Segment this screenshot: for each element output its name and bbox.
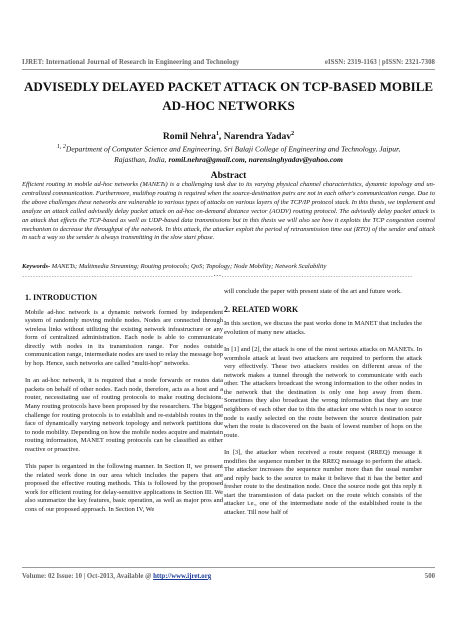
journal-issn: eISSN: 2319-1163 | pISSN: 2321-7308 [324, 59, 435, 66]
intro-paragraph-2: In an ad-hoc network, it is required that a node forwards or routes data packets on behalf of other nodes. Each node, therefore, acts as a host and a router, necessitating use of routing protocols to make routing decisions. Many routing protocols have been proposed by the researchers. The biggest challenge for routing protocols is to establish and re-establish routes in the face of dynamically varying network topology and network partitions due to node mobility. Depending on how the mobile nodes acquire and maintain routing information, MANET routing protocols can be classified as either reactive or proactive. [25, 377, 223, 453]
conclusion-sentence: will conclude the paper with present state of the art and future work. [224, 288, 402, 295]
author-2-affil-mark: 2 [291, 131, 295, 137]
left-column [25, 294, 223, 524]
title-line-2: AD-HOC NETWORKS [162, 98, 295, 113]
author-list [22, 131, 435, 142]
author-separator: , [218, 131, 224, 143]
author-2: Narendra Yadav [223, 131, 292, 143]
author-emails: romil.nehra@gmail.com, narensinghyadav@yahoo.com [168, 155, 343, 165]
intro-paragraph-1: Mobile ad-hoc network is a dynamic network formed by independent system of randomly moving mobile nodes. Nodes are connected through wireless links without utilizing the existing network infrastructure or any form of centralized administration. Each node is able to communicate directly with nodes in its transmission range. For nodes outside communication range, intermediate nodes are used to relay the message hop by hop. Hence, such networks are called "multi-hop" networks. [25, 308, 223, 367]
journal-url-link[interactable]: http://www.ijret.org [153, 573, 212, 580]
page-number: 500 [424, 573, 435, 580]
footer-volume-text: Volume: 02 Issue: 10 | Oct-2013, Available @ [22, 573, 154, 580]
keywords-text: MANETs; Multimedia Streaming; Routing protocols; QoS; Topology; Node Mobility; Network Scalability [50, 263, 327, 270]
journal-name: IJRET: International Journal of Research in Engineering and Technology [22, 59, 240, 66]
affiliation-line-1: Department of Computer Science and Engineering, Sri Balaji College of Engineering and Technology, Jaipur, [65, 144, 401, 154]
abstract-text: Efficient routing in mobile ad-hoc networks (MANETs) is a challenging task due to its varying physical channel characteristics, dynamic topology and un-centralized communication. Furthermore, multihop routing is required when the source-destination pairs are not in each other's communication range. Due to the above challenges these networks are vulnerable to various types of attacks on various layers of the TCP/IP protocol stack. In this thesis, we implement and analyze an attack called advisedly delay packet attack on ad-hoc on-demand distance vector (AODV) routing protocol. The advisedly delay packet attack is an attack that effects the TCP-based as well as UDP-based data transmissions but in this thesis we will also see how it exploits the TCP congestion control mechanism to decrease the throughput of the network. In this attack, the attacker exploit the period of retransmission time out (RTO) of the sender and attack in such a way so the sender is always transmitting in the slow start phase. [22, 181, 435, 242]
journal-header [22, 59, 435, 66]
related-work-heading: 2. RELATED WORK [224, 304, 299, 314]
related-paragraph-2: In [1] and [2], the attack is one of the most serious attacks on MANETs. In wormhole attack at least two attackers are required to perform the attack very effectively. These two attackers resides on different areas of the network makes a tunnel through the network to communicate with each other. The attackers broadcast the wrong information to the other nodes in the network that the destination is only one hop away from them. Sometimes they also broadcast the wrong information that they are true neighbors of each other due to this the attacker one which is near to source node is easily selected on the route between the source destination pair when the route is discovered on the basis of lowest number of hops on the route. [224, 346, 422, 439]
header-rule [22, 69, 435, 70]
author-1-affil-mark: 1 [215, 131, 219, 137]
author-1: Romil Nehra [162, 131, 216, 143]
keywords-label: Keywords- [22, 263, 51, 270]
right-column [224, 288, 422, 527]
intro-paragraph-3: This paper is organized in the following manner. In Section II, we present the related work done in our area which includes the papers that are proposed the effective routing methods. This is followed by the proposed work for efficient routing for delay-sensitive applications in Section III. We also summarize the key features, basic operation, as well as major pros and cons of our proposed approach. In Section IV, We [25, 463, 223, 514]
page-footer [22, 573, 435, 580]
introduction-heading: 1. INTRODUCTION [25, 293, 98, 302]
footer-rule [22, 567, 435, 568]
abstract-heading: Abstract [210, 170, 247, 181]
footer-volume [22, 573, 211, 580]
keywords [22, 263, 435, 270]
title-line-1: ADVISEDLY DELAYED PACKET ATTACK ON TCP-BASED MOBILE [23, 79, 434, 94]
affiliation-mark: 1, 2 [56, 144, 66, 150]
section-divider: ------------------------------------------------------------------------***------------------------------------------------------------------------ [22, 275, 413, 280]
affiliation [30, 142, 427, 166]
related-paragraph-1: In this section, we discuss the past works done in MANET that includes the evolution of many new attacks. [224, 320, 422, 336]
related-paragraph-3: In [3], the attacker when received a route request (RREQ) message it modifies the sequence number in the RREQ message to perform the attack. The attacker increases the sequence number more than the usual number and reply back to the source to make it believe that it has the better and fresher route to the destination node. Once the source node got this reply it start the transmission of data packet on the route which consists of the attacker i.e., one of the intermediate node of the established route is the attacker. Till now half of [224, 449, 422, 517]
affiliation-place: Rajasthan, India, [114, 155, 169, 165]
paper-title [22, 77, 435, 115]
